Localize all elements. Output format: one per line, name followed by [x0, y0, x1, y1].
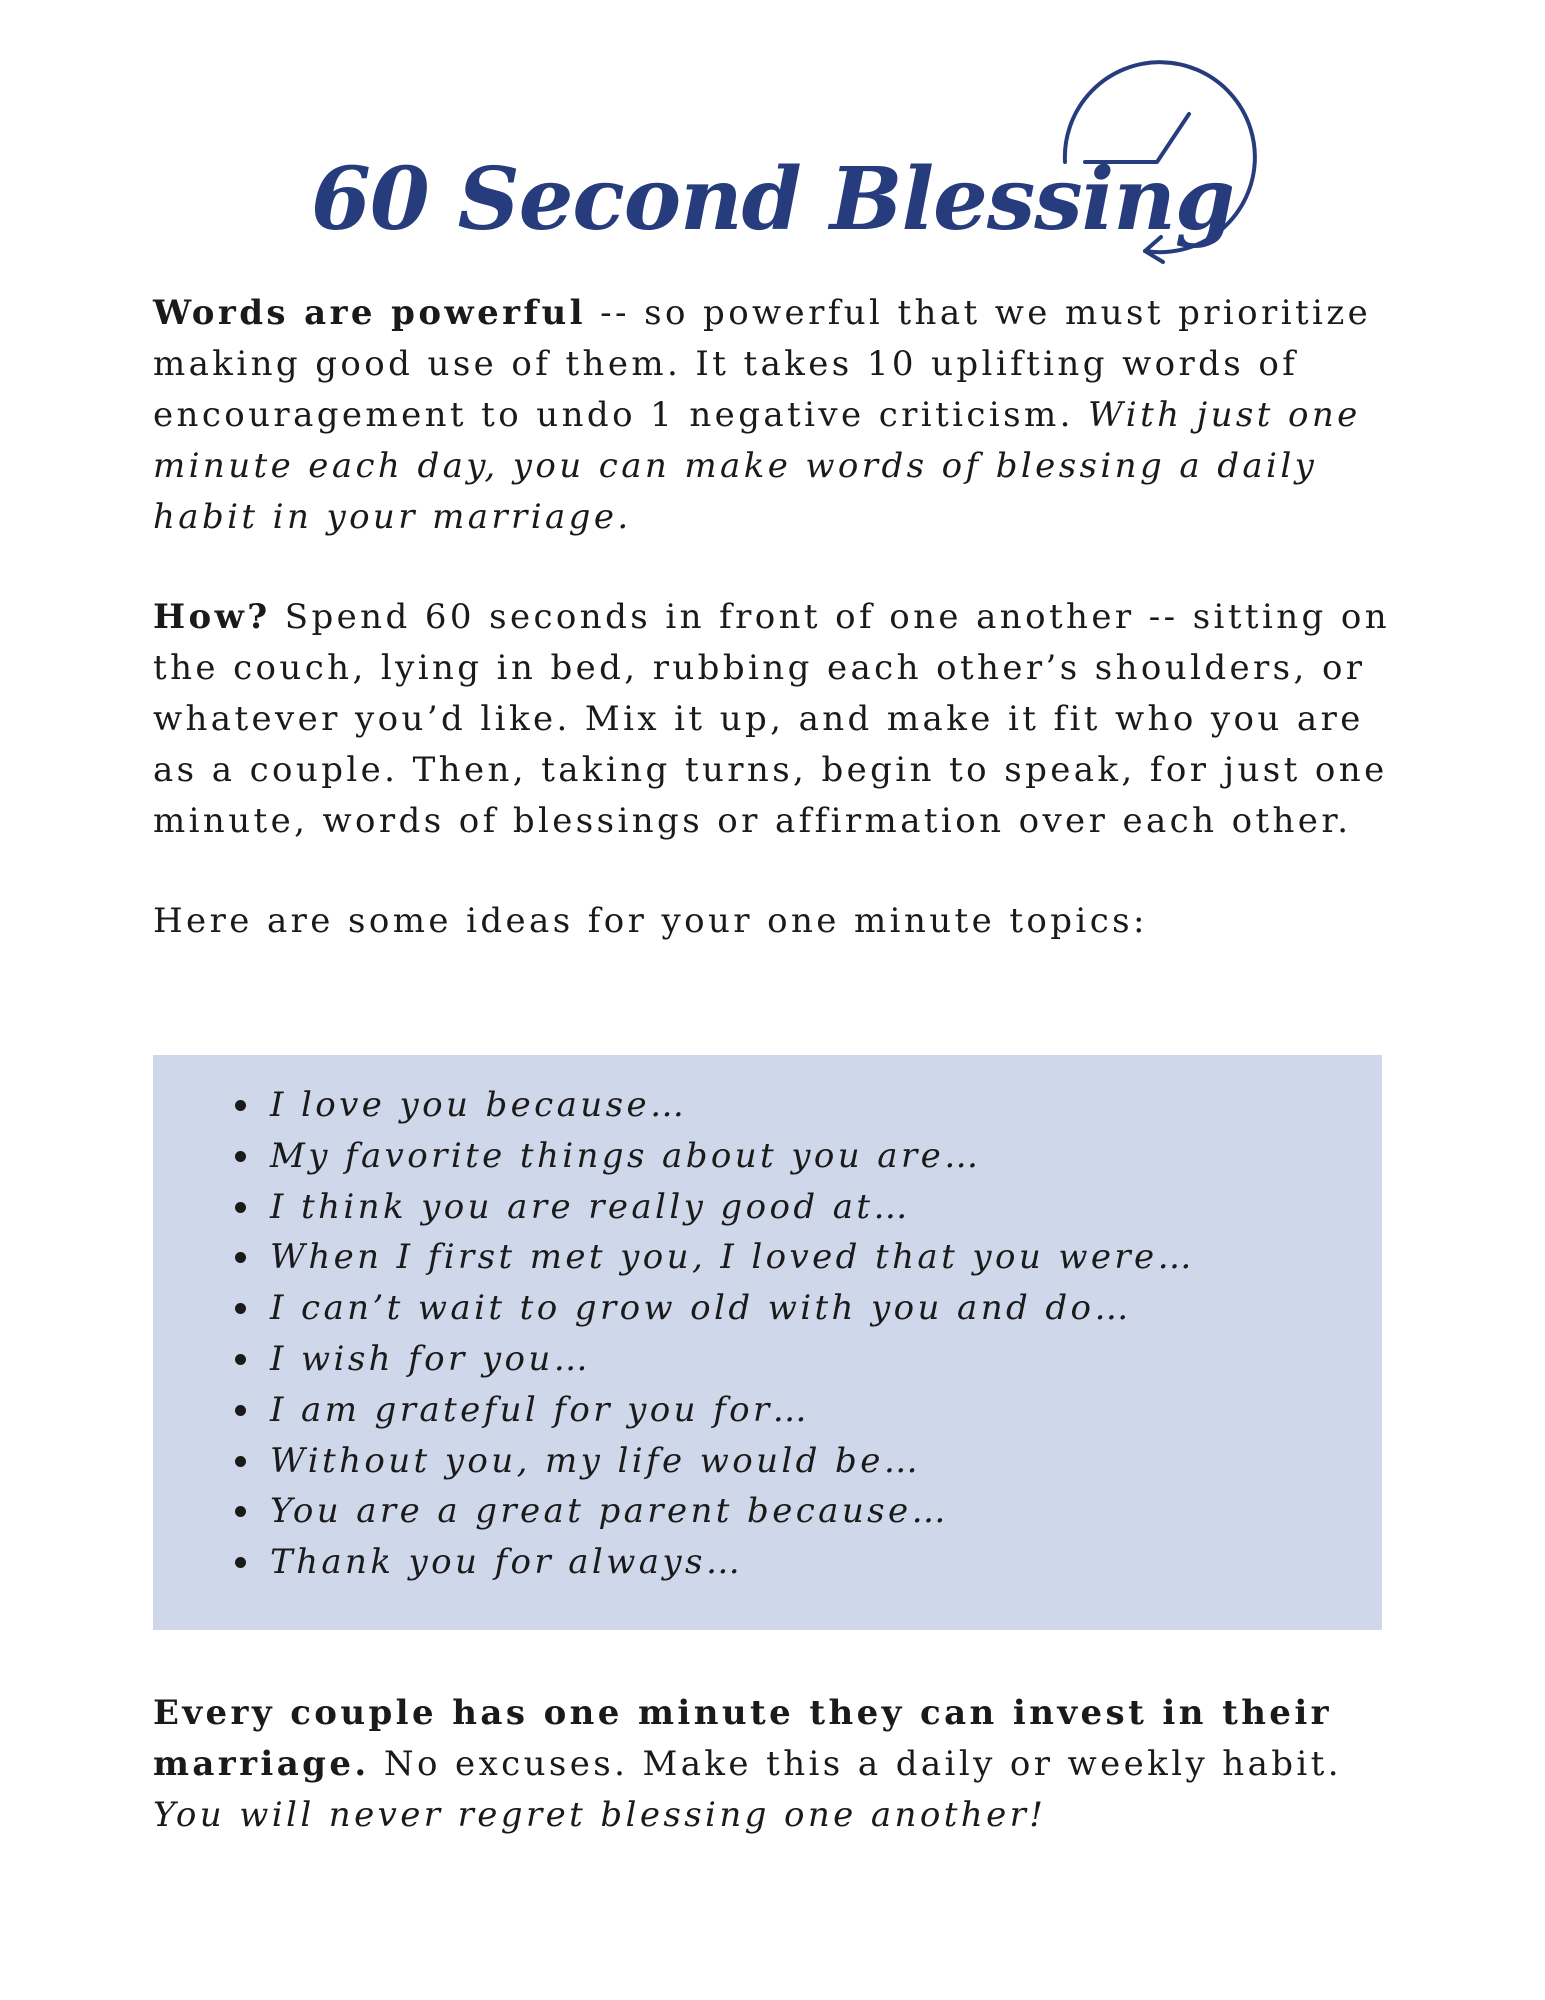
closing-text: No excuses. Make this a daily or weekly habit. — [369, 1744, 1342, 1784]
idea-text: I can’t wait to grow old with you and do… — [270, 1288, 1132, 1329]
list-item — [235, 1486, 1195, 1537]
bullet-icon — [235, 1202, 246, 1213]
bullet-icon — [235, 1252, 246, 1263]
list-item — [235, 1537, 1195, 1588]
idea-text: I am grateful for you for… — [270, 1389, 810, 1430]
page-title: 60 Second Blessing — [310, 149, 1234, 250]
closing-bold: Every couple has one minute they can invest in their marriage. — [153, 1693, 1332, 1784]
idea-text: I think you are really good at… — [270, 1186, 911, 1227]
list-item — [235, 1385, 1195, 1436]
list-item — [235, 1436, 1195, 1487]
how-bold: How? — [153, 597, 271, 637]
closing-paragraph — [153, 1688, 1413, 1841]
intro-italic: With just one minute each day, you can make words of blessing a daily habit in your marriage. — [153, 395, 1361, 537]
bullet-icon — [235, 1303, 246, 1314]
ideas-list — [235, 1080, 1195, 1588]
list-item — [235, 1232, 1195, 1283]
closing-italic: You will never regret blessing one another! — [153, 1795, 1047, 1835]
list-item — [235, 1334, 1195, 1385]
how-text: Spend 60 seconds in front of one another -- sitting on the couch, lying in bed, rubbing each other’s shoulders, or whatever you’d like. Mix it up, and make it fit who you are as a couple. Then, taking turns, begin to speak, for just one minute, words of blessings or affirmation over each other. — [153, 597, 1391, 841]
idea-text: Without you, my life would be… — [270, 1440, 922, 1481]
list-item — [235, 1182, 1195, 1233]
bullet-icon — [235, 1506, 246, 1517]
list-item — [235, 1080, 1195, 1131]
idea-text: I love you because… — [270, 1085, 688, 1125]
ideas-intro: Here are some ideas for your one minute topics: — [153, 901, 1148, 941]
idea-text: When I first met you, I loved that you were… — [270, 1237, 1195, 1278]
how-paragraph — [153, 592, 1413, 847]
idea-text: I wish for you… — [270, 1338, 592, 1379]
bullet-icon — [235, 1151, 246, 1162]
ideas-box — [153, 1055, 1382, 1630]
bullet-icon — [235, 1354, 246, 1365]
bullet-icon — [235, 1456, 246, 1467]
bullet-icon — [235, 1405, 246, 1416]
bullet-icon — [235, 1100, 246, 1111]
list-item — [235, 1283, 1195, 1334]
intro-text: -- so powerful that we must prioritize making good use of them. It takes 10 uplifting words of encouragement to undo 1 negative criticism. — [153, 293, 1372, 435]
intro-paragraph — [153, 288, 1413, 543]
list-item — [235, 1131, 1195, 1182]
intro-bold: Words are powerful — [153, 293, 586, 333]
idea-text: My favorite things about you are… — [270, 1135, 982, 1176]
bullet-icon — [235, 1557, 246, 1568]
idea-text: You are a great parent because… — [270, 1491, 949, 1532]
idea-text: Thank you for always… — [270, 1542, 744, 1583]
